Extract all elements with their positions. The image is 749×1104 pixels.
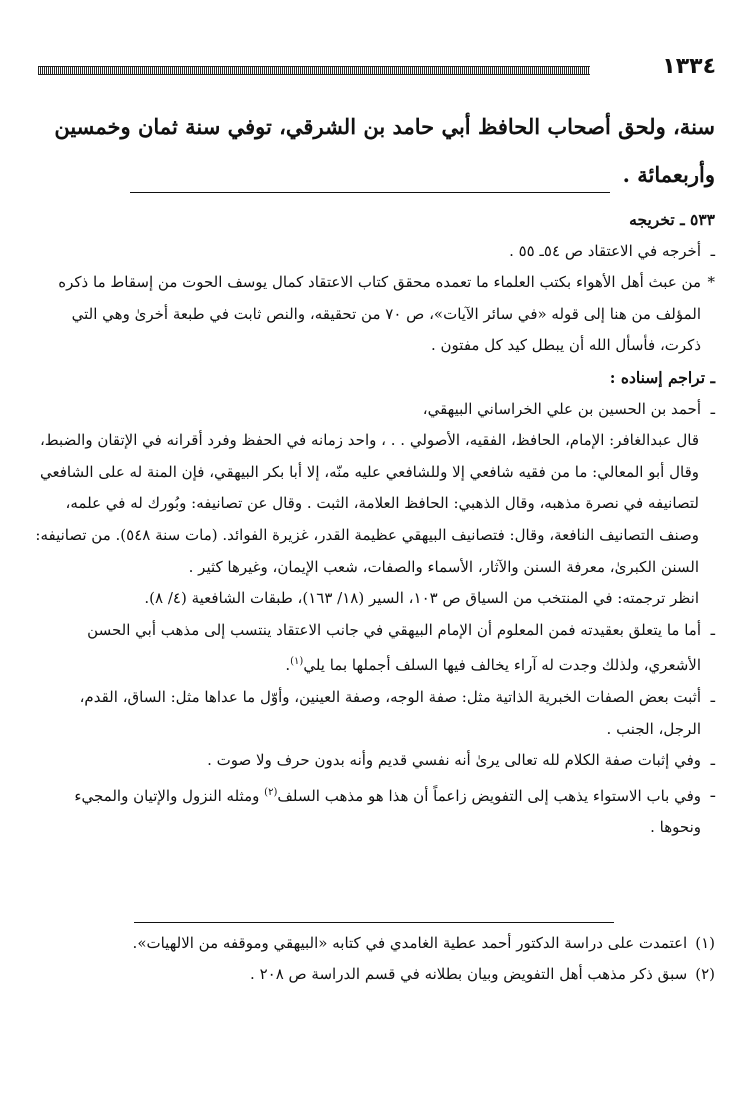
footnote-ref-2: (٢) — [264, 786, 278, 798]
editorial-note — [35, 267, 715, 362]
footnote-text: سبق ذكر مذهب أهل التفويض وبيان بطلانه في قسم الدراسة ص ٢٠٨ . — [250, 965, 688, 983]
aqida-intro-text: أما ما يتعلق بعقيدته فمن المعلوم أن الإمام البيهقي في جانب الاعتقاد ينتسب إلى مذهب أبي الحسن الأشعري، ولذلك وجدت له آراء يخالف فيها السلف أجملها بما يلي — [87, 620, 701, 675]
footnotes — [35, 928, 715, 990]
footnote — [35, 959, 715, 990]
aqida-point — [35, 777, 715, 844]
bio-text: قال عبدالغافر: الإمام، الحافظ، الفقيه، الأصولي . . ، واحد زمانه في الحفظ وفرد أقرانه في الإتقان والضبط، وقال أبو المعالي: ما من فقيه شافعي إلا وللشافعي عليه منّه، إلا أبا بكر البيهقي، فإن المنة له على الشافعي لتصانيفه في نصرة مذهبه، وقال الذهبي: الحافظ العلامة، الثبت . وقال عن تصانيفه: وبُورك له في علمه، وصنف التصانيف النافعة، وقال: فتصانيف البيهقي عظيمة القدر، غزيرة الفوائد. (مات سنة ٥٤٨). من تصانيفه: السنن الكبرىٰ، معرفة السنن والآثار، الأسماء والصفات، شعب الإيمان، وغيرها كثير . — [35, 431, 699, 576]
footnote-divider — [134, 922, 614, 923]
footnote-marker: (٢) — [695, 965, 715, 983]
footnote-text: اعتمدت على دراسة الدكتور أحمد عطية الغامدي في كتابه «البيهقي وموقفه من الالهيات». — [132, 934, 688, 952]
dash-bullet: ـ — [710, 751, 715, 770]
aqida-point — [35, 682, 715, 745]
takhrij-item-text: أخرجه في الاعتقاد ص ٥٤ـ ٥٥ . — [509, 241, 701, 260]
aqida-intro — [35, 615, 715, 682]
lead-paragraph: سنة، ولحق أصحاب الحافظ أبي حامد بن الشرقي، توفي سنة ثمان وخمسين وأربعمائة . — [54, 114, 715, 187]
asterisk-marker: * — [707, 273, 715, 292]
aqida-intro-end: . — [285, 656, 291, 675]
footnote-ref-1: (١) — [290, 656, 304, 668]
editorial-note-text: من عبث أهل الأهواء بكتب العلماء ما تعمده محقق كتاب الاعتقاد كمال يوسف الحوت من إسقاط ما ذكره المؤلف من هنا إلى قوله «في سائر الآيات»، ص ٧٠ من تحقيقه، والنص ثابت في طبعة أخرىٰ وهي التي ذكرت، فأسأل الله أن يبطل كيد كل مفتون . — [58, 273, 701, 355]
lead-divider — [130, 192, 610, 193]
bio-references: انظر ترجمته: في المنتخب من السياق ص ١٠٣، السير (١٨/ ١٦٣)، طبقات الشافعية (٤/ ٨). — [144, 589, 699, 608]
aqida-point — [35, 745, 715, 777]
footnote-marker: (١) — [695, 934, 715, 952]
page-number: ١٣٣٤ — [662, 54, 716, 79]
section-title: ٥٣٣ ـ تخريجه — [629, 210, 715, 229]
aqida-point-text: وفي إثبات صفة الكلام لله تعالى يرىٰ أنه نفسي قديم وأنه بدون حرف ولا صوت . — [207, 751, 701, 770]
page-header — [38, 54, 716, 80]
dash-bullet: ـ — [710, 241, 715, 260]
aqida-point-text: أثبت بعض الصفات الخبرية الذاتية مثل: صفة الوجه، وصفة العينين، وأوّل ما عداها مثل: الساق، القدم، الرجل، الجنب . — [79, 687, 701, 738]
isnad-title: ـ تراجم إسناده : — [609, 367, 715, 387]
aqida-point-text-end: ومثله النزول والإتيان والمجيء ونحوها . — [74, 786, 701, 837]
dash-bullet: ـ — [710, 399, 715, 418]
dash-bullet: ـ — [710, 620, 715, 639]
footnote — [35, 928, 715, 959]
takhrij-item — [35, 236, 715, 268]
dash-bullet: ـ — [710, 687, 715, 706]
main-text — [35, 204, 715, 844]
aqida-point-text: وفي باب الاستواء يذهب إلى التفويض زاعماً أن هذا هو مذهب السلف — [277, 786, 701, 805]
dash-bullet: ـ — [710, 782, 715, 801]
bio-name-text: أحمد بن الحسين بن علي الخراساني البيهقي، — [422, 399, 701, 418]
bio-name — [35, 394, 715, 426]
header-rule — [38, 66, 590, 75]
